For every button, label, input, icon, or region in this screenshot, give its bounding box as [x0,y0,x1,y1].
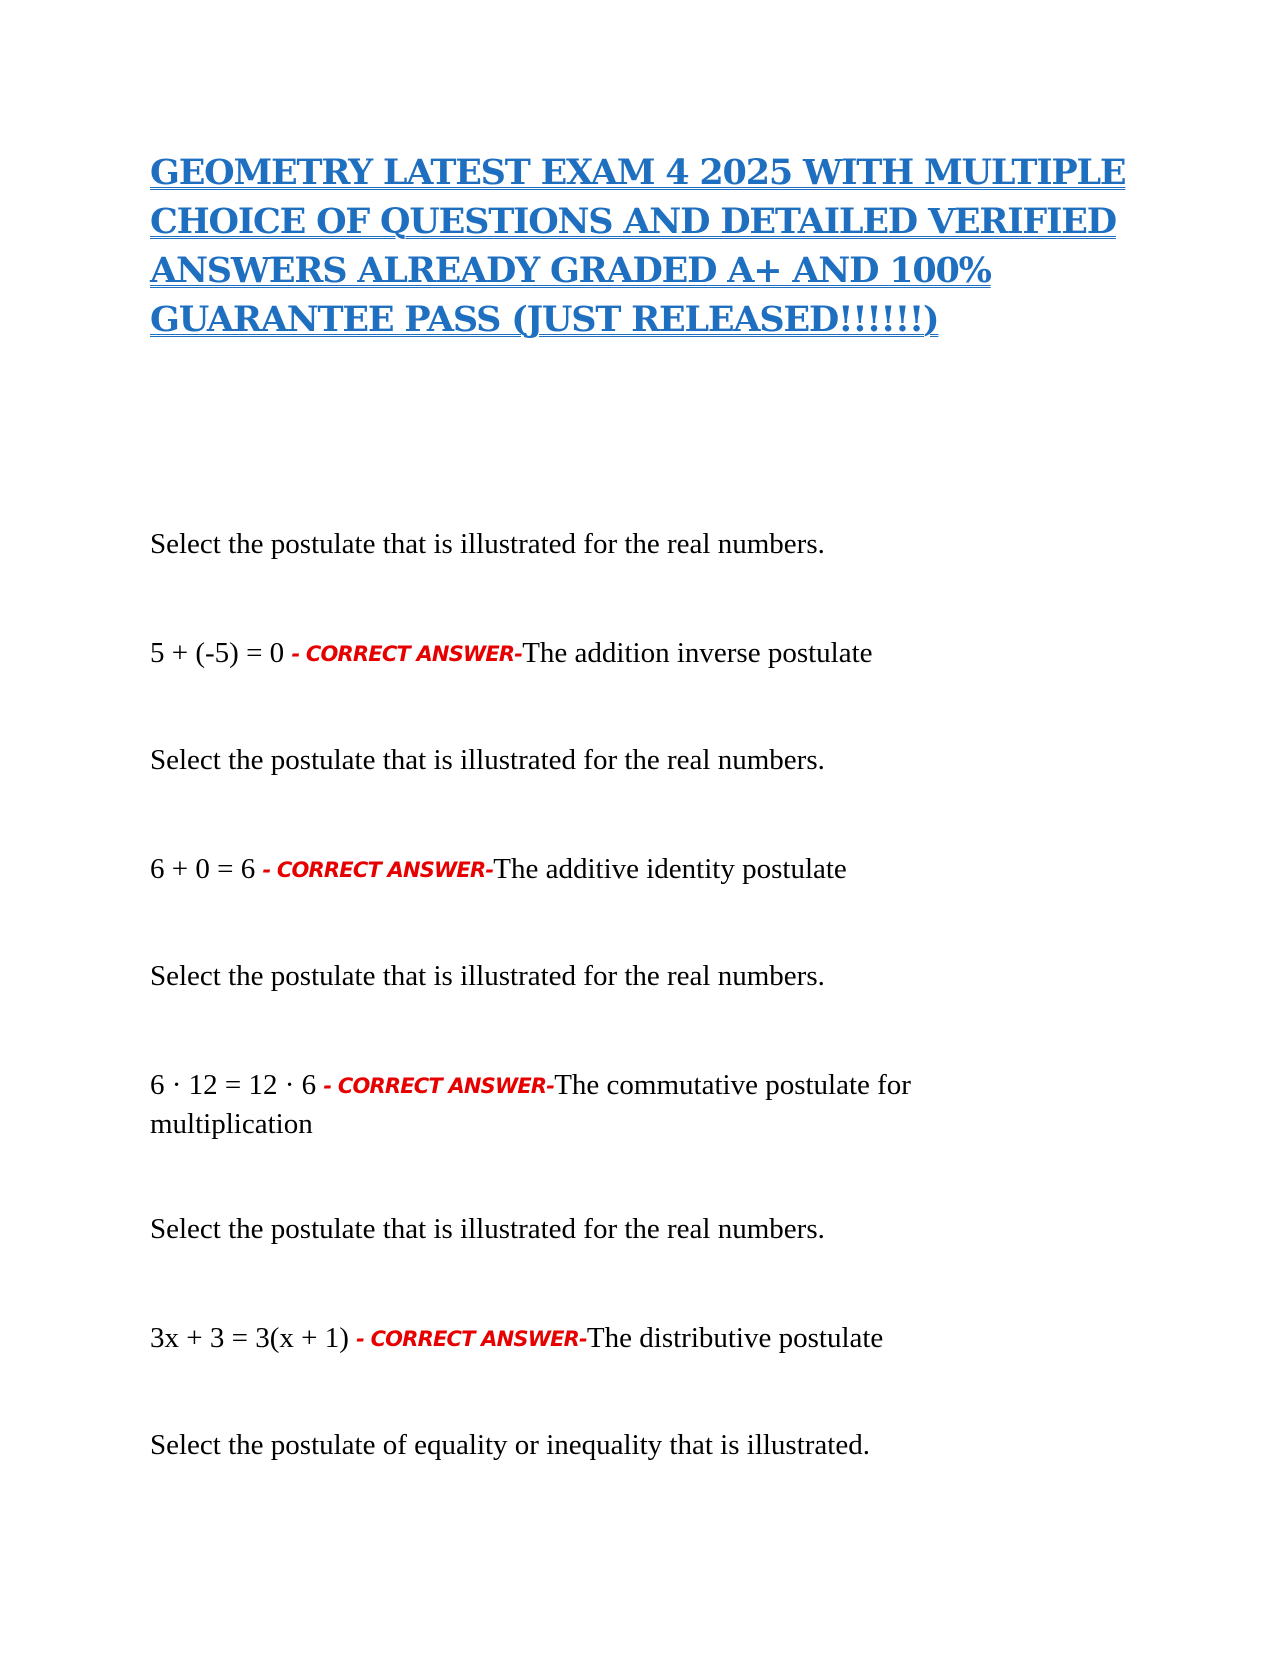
answer-text: The distributive postulate [586,1322,884,1354]
answer-text: The addition inverse postulate [522,637,873,669]
answer-line [150,1067,970,1143]
question-text: Select the postulate that is illustrated for the real numbers. [150,1213,825,1245]
answer-text: The additive identity postulate [493,853,847,885]
question-text: Select the postulate that is illustrated for the real numbers. [150,960,825,992]
expression: 3x + 3 = 3(x + 1) [150,1322,357,1354]
correct-answer-marker: - CORRECT ANSWER- [356,1327,587,1351]
document-title: GEOMETRY LATEST EXAM 4 2025 WITH MULTIPLE CHOICE OF QUESTIONS AND DETAILED VERIFIED ANSWERS ALREADY GRADED A+ AND 100% GUARANTEE PASS (JUST RELEASED!!!!!!) [150,152,1126,340]
answer-line [150,1320,1110,1359]
answer-line [150,851,1110,890]
question-text: Select the postulate of equality or inequality that is illustrated. [150,1429,870,1461]
expression: 6 · 12 = 12 · 6 [150,1069,324,1101]
answer-line [150,635,1110,674]
expression: 5 + (-5) = 0 [150,637,292,669]
correct-answer-marker: - CORRECT ANSWER- [291,642,523,666]
correct-answer-marker: - CORRECT ANSWER- [262,858,494,882]
answer-text: The commutative postulate for multiplication [150,1069,911,1140]
expression: 6 + 0 = 6 [150,853,263,885]
question-text: Select the postulate that is illustrated for the real numbers. [150,744,825,776]
correct-answer-marker: - CORRECT ANSWER- [323,1074,555,1098]
question-text: Select the postulate that is illustrated for the real numbers. [150,528,825,560]
